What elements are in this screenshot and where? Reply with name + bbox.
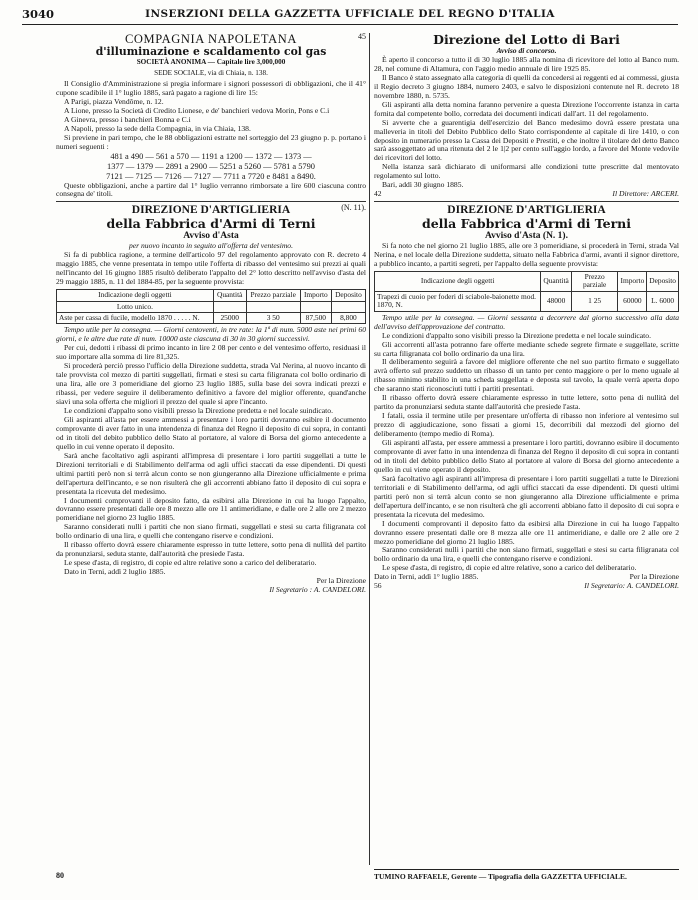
paragraph: Il Banco è stato assegnato alla categoria di quelli da concedersi ai reggenti ed ai commessi, giusta il Regio decreto 3 giugno 1884, numero 2403, e salvo le disposizioni contenute nel R. decreto 18 novembre 1880, n. 5735. — [374, 72, 679, 100]
column-divider — [369, 33, 370, 865]
paragraph: Il Consiglio d'Amministrazione si pregia informare i signori possessori di obbligazioni, che il 41° cupone scadibile il 1° luglio 1885, sarà pagato a ragione di lire 15: — [56, 78, 366, 97]
supply-table — [374, 271, 679, 312]
paragraph: Si fa noto che nel giorno 21 luglio 1885, alle ore 3 pomeridiane, si procederà in Terni, strada Val Nerina, e nel locale della Direzione suddetta, situato nella Fabbrica d'armi, avanti il signor direttore, a pubblico incanto, a partiti segreti, per l'appalto della seguente provvista: — [374, 241, 679, 269]
capital-line: SOCIETÀ ANONIMA — Capitale lire 3,000,000 — [136, 58, 286, 66]
paragraph: Il ribasso offerto dovrà essere chiaramente espresso in tutte lettere, sotto pena di nullità del partito da pronunziarsi, seduta stante, dall'autorità che presiede l'asta. — [56, 540, 366, 559]
page-footer — [374, 869, 679, 881]
ad-subtitle: della Fabbrica d'Armi di Terni — [421, 216, 632, 232]
date-line: Bari, addì 30 giugno 1885. — [382, 180, 464, 190]
signature-name: Il Segretario : A. CANDELORI. — [269, 585, 366, 595]
table-cell — [246, 301, 300, 312]
avviso-heading: Avviso d'Asta — [183, 231, 239, 242]
paragraph: I documenti comprovanti il deposito fatto da esibirsi alla Direzione in cui ha luogo l'appalto dovranno essere presentati dalle ore 8 mezza alle ore 11 antimeridiane, e dalle ore 2 alle ore 2 mezzo pomeridiane del giorno 21 luglio 1885. — [374, 518, 679, 546]
paragraph: Sarà anche facoltativo agli aspiranti all'impresa di presentare i loro partiti suggellati a tutte le Direzioni territoriali e di Stabilimento dell'arma od agli uffici staccati da esse dipendenti. Di questi ultimi partiti però non si terrà alcun conto se non giungeranno alla Direzione ufficialmente e prima dell'apertura dell'incanto, e se non risulterà che gli accorrenti abbiano fatto il deposito di cui sopra e presentata la ricevuta del medesimo. — [56, 450, 366, 496]
paragraph: Si procederà perciò presso l'ufficio della Direzione suddetta, strada Val Nerina, al nuovo incanto di tale provvista col mezzo di partiti suggellati, firmati e stesi su carta filigranata col bollo ordinario di una lira, alle ore 3 pomeridiane del giorno 23 luglio 1885, sulla base dei sovra indicati prezzi e ribassi, per vedere seguire il deliberamento definitivo a favore del miglior offerente, quand'anche siavi una sola offerta che migliori il prezzo del quale si apre l'incanto. — [56, 361, 366, 407]
paragraph: Gli accorrenti all'asta potranno fare offerte mediante schede segrete firmate e suggellate, scritte su carta filigranata col bollo ordinario da una lira. — [374, 339, 679, 358]
signature-name: Il Segretario: A. CANDELORI. — [584, 581, 679, 591]
page-number: 3040 — [22, 7, 55, 21]
seat-line: SEDE SOCIALE, via di Chiaia, n. 138. — [154, 68, 268, 77]
paragraph: Sarà facoltativo agli aspiranti all'impresa di presentare i loro partiti suggellati a tutte le Direzioni territoriali e di Stabilimento dell'arma, od agli uffici staccati da esse dipendenti. Di questi ultimi partiti però non si terrà alcun conto se non giungeranno alla Direzione ufficialmente e prima dell'apertura dell'incanto, e se non risulterà che gli accorrenti abbiano fatto il deposito di cui sopra e presentata la ricevuta del medesimo. — [374, 473, 679, 519]
ad-number: 56 — [374, 581, 382, 591]
place-item: A Parigi, piazza Vendôme, n. 12. — [64, 96, 164, 106]
paragraph: Si avverte che a guarentigia dell'esercizio del Banco medesimo dovrà essere prestata una malleveria in titoli del Debito Pubblico dello Stato corrispondente al capitale di lire 1410, o con deposito in numerario presso la Cassa dei Depositi e Prestiti, e che inoltre il titolare del detto Banco sarà assoggettato ad una ritenuta del 2 le 1|2 per cento sull'aggio lordo, a favore del Monte vedovile dei ricevitori del lotto. — [374, 117, 679, 163]
table-cell: 87,500 — [300, 313, 331, 324]
bond-numbers-line: 7121 — 7125 — 7126 — 7127 — 7711 a 7720 e 8481 a 8490. — [106, 171, 316, 181]
ad-compagnia-napoletana — [56, 33, 366, 199]
paragraph: I documenti comprovanti il deposito fatto, da esibirsi alla Direzione in cui ha luogo l'appalto, dovranno essere presentati dalle ore 8 mezzo alle ore 11 antimeridiane, e dalle ore 2 alle ore 2 mezzo pomeridiane nel giorno 23 luglio 1885. — [56, 495, 366, 523]
column-header: Importo — [618, 272, 647, 292]
table-cell: 8,800 — [331, 313, 365, 324]
paragraph: Le condizioni d'appalto sono visibili presso la Direzione predetta e nel locale suindicato. — [382, 330, 651, 340]
table-cell: Aste per cassa di fucile, modello 1870 . . . . . N. — [57, 313, 214, 324]
paragraph: Si previene in pari tempo, che le 88 obbligazioni estratte nel sorteggio del 23 giugno p. p. portano i numeri seguenti : — [56, 132, 366, 151]
paragraph: Le spese d'asta, di registro, di copie ed altre relative sono a carico del deliberatario. — [64, 558, 317, 568]
paragraph: Le spese d'asta, di registro, di copie ed altre relative, sono a carico del deliberatario. — [382, 563, 637, 573]
signature-line: Per la Direzione — [629, 572, 679, 582]
divider — [56, 201, 366, 202]
table-cell: 1 25 — [571, 291, 618, 311]
table-cell: Trapezi di cuoio per foderi di sciabole-baionette mod. 1870, N. — [375, 291, 541, 311]
signature-line: Per la Direzione — [316, 576, 366, 586]
paragraph: Gli aspiranti all'asta per essere ammessi a presentare i loro partiti dovranno esibire il documento comprovante di aver fatto in una intendenza di finanza del Regno il deposito di cui sopra, in contanti od in titoli del debito pubblico dello Stato al portatore, al valore di Borsa del giorno antecedente a quello in cui venne operato il deposito. — [56, 414, 366, 451]
column-header: Prezzo parziale — [571, 272, 618, 292]
table-header-row — [57, 290, 366, 301]
left-footer-number: 80 — [56, 871, 64, 880]
table-row — [57, 313, 366, 324]
footer-imprint: TUMINO RAFFAELE, Gerente — Tipografia della GAZZETTA UFFICIALE. — [374, 872, 627, 881]
page-header — [22, 6, 678, 25]
column-header: Quantità — [541, 272, 571, 292]
bond-numbers-line: 481 a 490 — 561 a 570 — 1191 a 1200 — 1372 — 1373 — — [110, 151, 312, 161]
ad-number: 42 — [374, 189, 382, 199]
signature-row — [374, 582, 679, 591]
delivery-term: Tempo utile per la consegna. — Giorni centoventi, in tre rate: la 1ª di num. 5000 aste nei primi 60 giorni, e le altre due rate di num. 10000 aste ciascuna di 30 in 30 giorni successivi. — [56, 325, 366, 344]
ad-number: (N. 11). — [341, 203, 366, 213]
signature-row — [374, 190, 679, 199]
left-column — [56, 33, 366, 868]
paragraph: Le condizioni d'appalto sono visibili presso la Direzione predetta e nel locale suindicato. — [64, 406, 333, 415]
column-header: Deposito — [331, 290, 365, 301]
signature-name: Il Direttore: ARCERI. — [612, 189, 679, 199]
avviso-heading: Avviso di concorso. — [496, 46, 557, 55]
table-row — [375, 291, 679, 311]
paragraph: Gli aspiranti all'asta, per essere ammessi a presentare i loro partiti, dovranno esibire il documento comprovante di aver fatto in una intendenza di finanza del Regno il deposito di cui sopra in contanti od in titoli del debito pubblico dello Stato al portatore al valore di Borsa del giorno antecedente a quello in cui viene operato il deposito. — [374, 438, 679, 474]
table-cell: L. 6000 — [647, 291, 679, 311]
ad-subtitle: d'illuminazione e scaldamento col gas — [95, 45, 327, 58]
date-line: Dato in Terni, addì 1° luglio 1885. — [374, 572, 479, 582]
paragraph: È aperto il concorso a tutto il di 30 luglio 1885 alla nomina di ricevitore del lotto al Banco num. 28, nel comune di Altamura, con l'aggio medio annuale di lire 1925 85. — [374, 54, 679, 73]
paragraph: Il ribasso offerto dovrà essere chiaramente espresso in tutte lettere, sotto pena di nullità del partito da pronunziarsi seduta stante dall'autorità che presiede l'asta. — [374, 393, 679, 412]
ad-title: DIREZIONE D'ARTIGLIERIA — [447, 204, 606, 217]
table-cell — [331, 301, 365, 312]
ad-title: DIREZIONE D'ARTIGLIERIA — [131, 204, 291, 217]
ad-artiglieria-terni-2 — [374, 204, 679, 591]
paragraph: Saranno considerati nulli i partiti che non siano firmati, suggellati e stesi su carta filigranata col bollo ordinario da una lira, e quelli che contengano riserve e condizioni. — [374, 545, 679, 564]
paragraph: Saranno considerati nulli i partiti che non siano firmati, suggellati e stesi su carta filigranata col bollo ordinario di una lira, e quelli che contengano riserve e condizioni. — [56, 522, 366, 541]
table-cell — [300, 301, 331, 312]
table-cell: Lotto unico. — [57, 301, 214, 312]
avviso-subheading: per nuovo incanto in seguito all'offerta del ventesimo. — [128, 241, 294, 251]
paragraph: I fatali, ossia il termine utile per presentare un'offerta di ribasso non inferiore al ventesimo sul prezzo di aggiudicazione, sono fissati a giorni 15, decorribili dal mezzodì del giorno del deliberamento (tempo medio di Roma). — [374, 411, 679, 439]
column-header: Quantità — [213, 290, 246, 301]
supply-table — [56, 289, 366, 324]
ad-subtitle: della Fabbrica d'Armi di Terni — [106, 216, 316, 232]
paragraph: Queste obbligazioni, anche a partire dal 1° luglio verranno rimborsate a lire 600 ciascuna contro consegna de' titoli. — [56, 180, 366, 199]
place-item: A Lione, presso la Società di Credito Lionese, e de' banchieri vedova Morin, Pons e C.i — [64, 105, 330, 115]
ad-title: COMPAGNIA NAPOLETANA — [124, 33, 297, 46]
ad-number: 45 — [358, 33, 366, 41]
table-row — [57, 301, 366, 312]
column-header: Deposito — [647, 272, 679, 292]
delivery-term: Tempo utile per la consegna. — Giorni sessanta a decorrere dal giorno successivo alla data dell'avviso dell'approvazione del contratto. — [374, 312, 679, 331]
divider — [374, 201, 679, 202]
ad-artiglieria-terni-1 — [56, 204, 366, 595]
column-header: Importo — [300, 290, 331, 301]
place-item: A Ginevra, presso i banchieri Bonna e C.i — [64, 114, 191, 124]
page-title: INSERZIONI DELLA GAZZETTA UFFICIALE DEL REGNO D'ITALIA — [145, 8, 555, 20]
column-header: Indicazione degli oggetti — [375, 272, 541, 292]
avviso-heading: Avviso d'Asta (N. 1). — [485, 231, 568, 242]
column-header: Prezzo parziale — [246, 290, 300, 301]
date-line: Dato in Terni, addì 2 luglio 1885. — [64, 567, 166, 577]
table-cell: 48000 — [541, 291, 571, 311]
place-item: A Napoli, presso la sede della Compagnia, in via Chiaia, 138. — [64, 123, 251, 133]
ad-lotto-bari — [374, 33, 679, 199]
bond-numbers-line: 1377 — 1379 — 2891 a 2900 — 5251 a 5260 — 5781 a 5790 — [107, 161, 315, 171]
table-header-row — [375, 272, 679, 292]
table-cell: 3 50 — [246, 313, 300, 324]
paragraph: Nella istanza sarà dichiarato di uniformarsi alle condizioni tutte prescritte dal mentovato regolamento sul lotto. — [374, 162, 679, 181]
ad-title: Direzione del Lotto di Bari — [433, 33, 620, 47]
table-cell — [213, 301, 246, 312]
paragraph: Il deliberamento seguirà a favore del migliore offerente che nel suo partito firmato e suggellato avrà offerto sul prezzo suddetto un ribasso di un tanto per cento maggiore o per lo meno uguale al ribasso minimo stabilito in una scheda suggellata e deposta sul tavolo, la quale verrà aperta dopo che saranno stati riconosciuti tutti i partiti presentati. — [374, 357, 679, 394]
paragraph: Gli aspiranti alla detta nomina faranno pervenire a questa Direzione l'occorrente istanza in carta fornita dal competente bollo, corredata dei documenti indicati dall'art. 11 del regolamento. — [374, 99, 679, 118]
right-column — [374, 33, 679, 868]
paragraph: Si fa di pubblica ragione, a termine dell'articolo 97 del regolamento approvato con R. decreto 4 maggio 1885, che venne presentata in tempo utile l'offerta di ribasso del ventesimo sui prezzi ai quali nell'incanto del 16 giugno 1885 risultò deliberato l'appalto del 2° lotto descritto nell'avviso d'asta del 29 maggio 1885, n. 11 del 1884-85, per la seguente provvista: — [56, 250, 366, 287]
paragraph: Per cui, dedotti i ribassi di primo incanto in lire 2 08 per cento e del ventesimo offerto, residuasi il suo importare alla somma di lire 81,325. — [56, 343, 366, 362]
column-header: Indicazione degli oggetti — [57, 290, 214, 301]
table-cell: 25000 — [213, 313, 246, 324]
table-cell: 60000 — [618, 291, 647, 311]
